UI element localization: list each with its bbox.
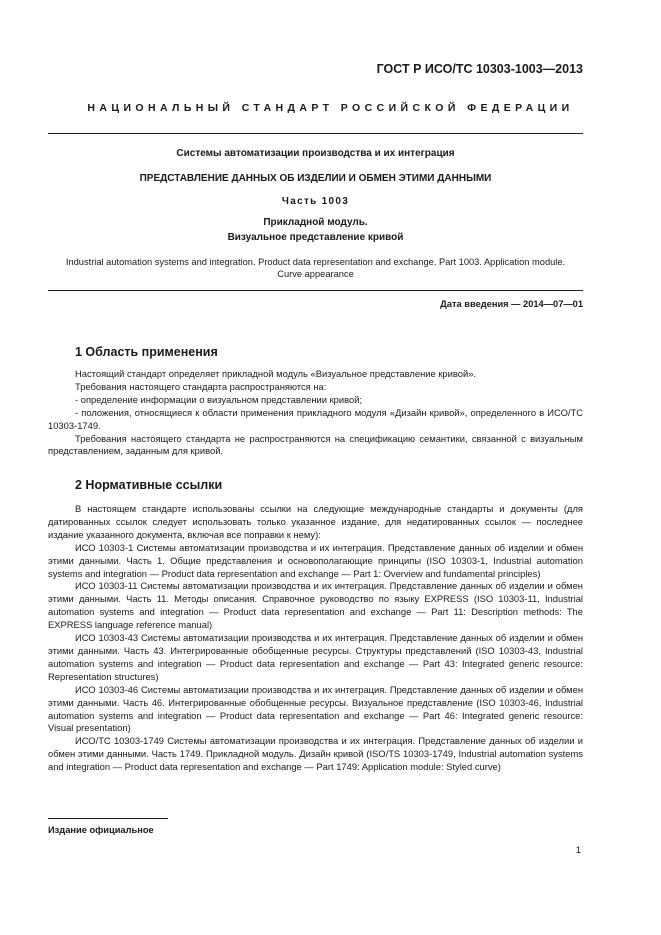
- reference-item: ИСО/ТС 10303-1749 Системы автоматизации производства и их интеграция. Представление данных об изделии и обмен этими данными. Часть 1749. Прикладной модуль. Дизайн кривой (ISO/TS 10303-1749, Industrial automation systems and integration — Product data representation and exchange — Part 1749: Application module: Styled curve): [48, 735, 583, 773]
- paragraph: Требования настоящего стандарта распространяются на:: [75, 380, 327, 392]
- reference-item: ИСО 10303-43 Системы автоматизации производства и их интеграция. Представление данных об изделии и обмен этими данными. Часть 43. Интегрированные обобщенные ресурсы. Структуры представлений (ISO 10303-43, Industrial automation systems and integration — Product data representation and exchange — Part 43: Integrated generic resource: Representation structures): [48, 632, 583, 682]
- document-code: ГОСТ Р ИСО/ТС 10303-1003—2013: [376, 62, 583, 76]
- english-title: Industrial automation systems and integration. Product data representation and exchange. Part 1003. Application module. Curve appearance: [65, 257, 566, 279]
- title-divider: [48, 290, 583, 291]
- system-title: Системы автоматизации производства и их интеграция: [176, 148, 455, 159]
- footer-divider: [48, 818, 168, 819]
- part-number: Часть 1003: [281, 196, 350, 207]
- national-standard-banner: НАЦИОНАЛЬНЫЙ СТАНДАРТ РОССИЙСКОЙ ФЕДЕРАЦИИ: [87, 102, 574, 114]
- module-title-line1: Прикладной модуль.: [263, 217, 368, 228]
- module-title-line2: Визуальное представление кривой: [227, 232, 404, 243]
- paragraph: В настоящем стандарте использованы ссылки на следующие международные стандарты и документы (для датированных ссылок следует использовать только указанное издание, для недатированных ссылок — последнее издание указанного документа, включая все поправки к нему):: [48, 503, 583, 540]
- introduction-date: Дата введения — 2014—07—01: [440, 299, 583, 309]
- reference-item: ИСО 10303-46 Системы автоматизации производства и их интеграция. Представление данных об изделии и обмен этими данными. Часть 46. Интегрированные обобщенные ресурсы. Визуальное представление (ISO 10303-46, Industrial automation systems and integration — Product data representation and exchange — Part 46: Integrated generic resource: Visual presentation): [48, 683, 583, 734]
- section-2-body: [48, 503, 583, 774]
- official-edition-label: Издание официальное: [48, 825, 154, 835]
- reference-item: ИСО 10303-11 Системы автоматизации производства и их интеграция. Представление данных об изделии и обмен этими данными. Часть 11. Методы описания. Справочное руководство по языку EXPRESS (ISO 10303-11, Industrial automation systems and integration — Product data representation and exchange — Part 11: Description methods: The EXPRESS language reference manual): [48, 580, 583, 631]
- main-title: ПРЕДСТАВЛЕНИЕ ДАННЫХ ОБ ИЗДЕЛИИ И ОБМЕН ЭТИМИ ДАННЫМИ: [139, 173, 492, 184]
- paragraph: Настоящий стандарт определяет прикладной модуль «Визуальное представление кривой».: [75, 368, 477, 379]
- top-divider: [48, 133, 583, 134]
- list-item: - определение информации о визуальном представлении кривой;: [75, 393, 363, 405]
- section-1-heading: 1 Область применения: [75, 345, 218, 359]
- module-title: [48, 215, 583, 245]
- paragraph: Требования настоящего стандарта не распространяются на спецификацию семантики, связанной с визуальным представлением, заданным для кривой.: [48, 432, 583, 457]
- reference-item: ИСО 10303-1 Системы автоматизации производства и их интеграция. Представление данных об изделии и обмен этими данными. Часть 1. Общие представления и основополагающие принципы (ISO 10303-1, Industrial automation systems and integration — Product data representation and exchange — Part 1: Overview and fundamental principles): [48, 541, 583, 579]
- section-1-body: [48, 368, 583, 458]
- section-2-heading: 2 Нормативные ссылки: [75, 478, 223, 492]
- list-item: - положения, относящиеся к области применения прикладного модуля «Дизайн кривой», определенного в ИСО/ТС 10303-1749.: [48, 406, 583, 431]
- page-number: 1: [575, 845, 581, 856]
